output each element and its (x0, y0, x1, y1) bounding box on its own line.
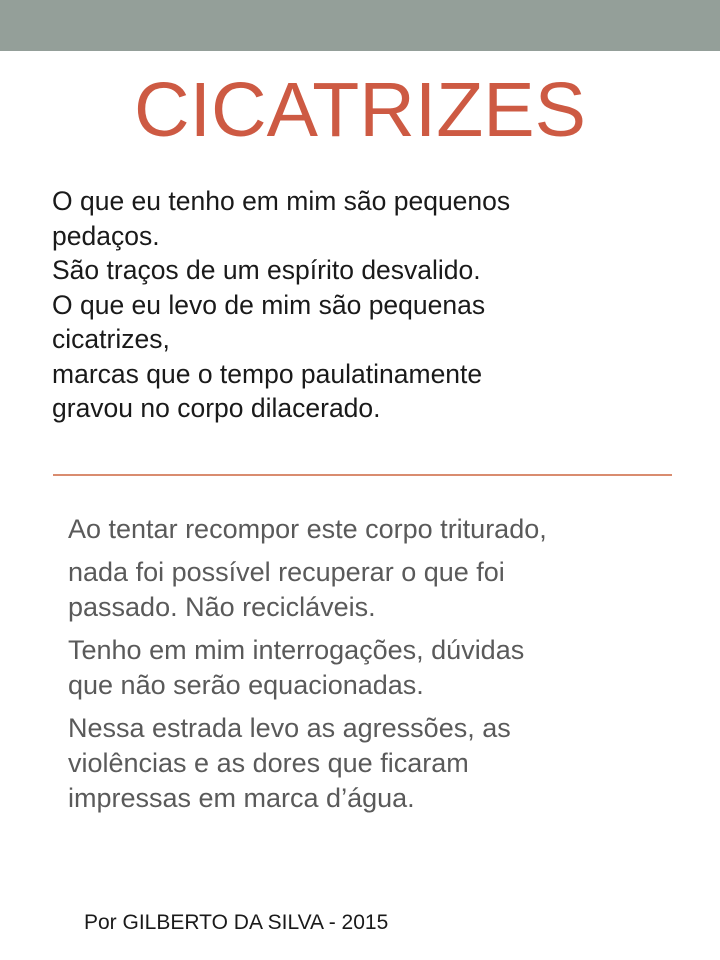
stanza1-line: gravou no corpo dilacerado. (52, 393, 381, 423)
stanza2-line: passado. Não recicláveis. (68, 592, 376, 622)
author-credit: Por GILBERTO DA SILVA - 2015 (84, 911, 389, 934)
stanza2-paragraph (68, 633, 678, 703)
second-stanza (68, 512, 678, 824)
stanza2-line: Nessa estrada levo as agressões, as (68, 713, 511, 743)
stanza2-line: Tenho em mim interrogações, dúvidas (68, 635, 525, 665)
stanza2-line: violências e as dores que ficaram (68, 748, 469, 778)
stanza2-paragraph (68, 512, 678, 547)
stanza1-line: O que eu tenho em mim são pequenos (52, 186, 511, 216)
stanza2-paragraph (68, 711, 678, 816)
stanza2-line: nada foi possível recuperar o que foi (68, 557, 505, 587)
stanza2-line: que não serão equacionadas. (68, 670, 424, 700)
stanza1-line: pedaços. (52, 220, 160, 251)
stanza2-line: Ao tentar recompor este corpo triturado, (68, 514, 547, 544)
slide-title: CICATRIZES (133, 67, 587, 153)
first-stanza (52, 184, 672, 426)
divider-line (53, 474, 672, 476)
top-bar (0, 0, 720, 51)
stanza1-line: marcas que o tempo paulatinamente (52, 358, 483, 389)
stanza2-line: impressas em marca d’água. (68, 783, 415, 813)
stanza2-paragraph (68, 555, 678, 625)
stanza1-line: cicatrizes, (52, 324, 170, 354)
stanza1-line: São traços de um espírito desvalido. (52, 255, 481, 285)
stanza1-line: O que eu levo de mim são pequenas (52, 289, 486, 320)
